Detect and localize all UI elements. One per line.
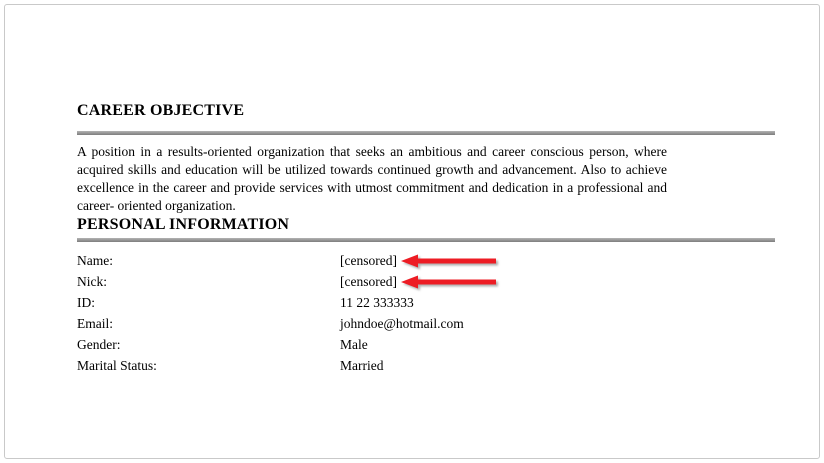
field-value: 11 22 333333 xyxy=(340,295,414,310)
field-row-nick xyxy=(77,271,775,292)
field-value-censored: [censored] xyxy=(340,253,397,268)
field-row-marital-status xyxy=(77,355,775,376)
field-value: Male xyxy=(340,337,368,352)
field-value: Married xyxy=(340,358,384,373)
field-label: Gender: xyxy=(77,337,121,352)
field-value-censored: [censored] xyxy=(340,274,397,289)
career-objective-section xyxy=(77,101,775,215)
career-objective-heading: CAREER OBJECTIVE xyxy=(77,102,245,119)
career-objective-paragraph: A position in a results-oriented organization that seeks an ambitious and career conscious person, where acquired skills and education will be utilized towards continued growth and advancement. Also to achieve excellence in the career and provide services with utmost commitment and dedication in a professional and career- oriented organization. xyxy=(77,144,667,213)
document-page xyxy=(4,4,820,459)
section-divider xyxy=(77,238,775,242)
section-divider xyxy=(77,131,775,135)
field-label: Nick: xyxy=(77,274,107,289)
red-left-arrow-icon xyxy=(401,275,496,289)
personal-information-heading: PERSONAL INFORMATION xyxy=(77,216,290,233)
field-label: Marital Status: xyxy=(77,358,157,373)
field-row-name xyxy=(77,250,775,271)
field-label: Email: xyxy=(77,316,113,331)
personal-information-fields xyxy=(77,250,775,376)
field-row-gender xyxy=(77,334,775,355)
field-row-id xyxy=(77,292,775,313)
red-left-arrow-icon xyxy=(401,254,496,268)
personal-information-section xyxy=(77,215,775,376)
document-content xyxy=(77,101,775,376)
field-row-email xyxy=(77,313,775,334)
field-label: Name: xyxy=(77,253,113,268)
field-label: ID: xyxy=(77,295,95,310)
field-value: johndoe@hotmail.com xyxy=(340,316,464,331)
